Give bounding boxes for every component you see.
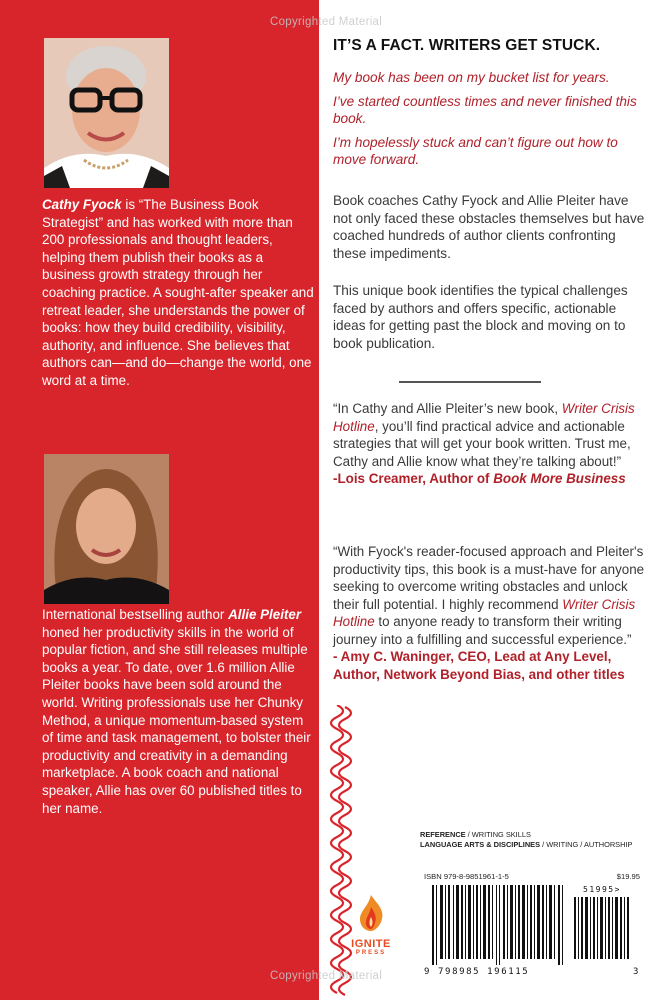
headline: IT’S A FACT. WRITERS GET STUCK. (333, 37, 601, 54)
price-text: $19.95 (616, 872, 640, 881)
complaint-line: My book has been on my bucket list for years. (333, 70, 610, 85)
complaint-line: I’ve started countless times and never finished this book. (333, 93, 637, 126)
category-line-2 (420, 840, 644, 850)
category-2-rest: / WRITING / AUTHORSHIP (540, 839, 633, 849)
quote1-attribution (333, 470, 645, 488)
category-2-bold: LANGUAGE ARTS & DISCIPLINES (420, 839, 541, 849)
publisher-sub: PRESS (355, 950, 387, 956)
cathy-fyock-bio-text: is “The Business Book Strategist” and has worked with more than 200 professionals and thought leaders, helping them publish their books as a business growth strategy through her coaching practice. A sought-after speaker and retreat leader, she understands the power of books: how they build credibility, visibility, authority, and influence. She believes that authors can—and do—change the world, one word at a time. (42, 197, 314, 388)
allie-pleiter-bio-text: honed her productivity skills in the world of popular fiction, and she still releases multiple books a year. To date, over 1.6 million Allie Pleiter books have been sold around the world. Writing professionals use her Chunky Method, a unique momentum-based system of time and task management, to bolster their productivity and creativity in a demanding marketplace. A book coach and national speaker, Allie has over 60 published titles to her name. (42, 624, 311, 816)
ean-check-digit: 3 (632, 967, 640, 977)
ignite-press-logo (346, 895, 396, 956)
barcode-block (420, 830, 644, 980)
book-description-paragraph: This unique book identifies the typical challenges faced by authors and offers specific, actionable ideas for getting past the block and moving on to book publication. (333, 283, 628, 351)
allie-pleiter-name: Allie Pleiter (228, 607, 302, 622)
section-divider (399, 381, 541, 383)
quote1-pre: “In Cathy and Allie Pleiter’s new book, (333, 401, 562, 416)
quote1-post: , you’ll find practical advice and actionable strategies that will get your book written. Trust me, Cathy and Allie know what they’re talking about!” (333, 418, 631, 469)
quote2-attribution: - Amy C. Waninger, CEO, Lead at Any Level, Author, Network Beyond Bias, and other titles (333, 649, 625, 682)
ean-digits (424, 967, 640, 977)
copyright-watermark-bottom: Copyrighted Material (270, 970, 383, 982)
quote1-attr-book: Book More Business (493, 471, 626, 486)
copyright-watermark-top: Copyrighted Material (270, 16, 383, 28)
category-line-1 (420, 830, 644, 840)
cathy-fyock-photo (44, 38, 169, 188)
price-supplement-digits: 51995> (583, 885, 621, 894)
quote1-attr-text: -Lois Creamer, Author of (333, 471, 494, 486)
complaint-line: I’m hopelessly stuck and can’t figure out how to move forward. (333, 134, 618, 167)
cathy-fyock-name: Cathy Fyock (42, 197, 122, 212)
barcode-bars (424, 885, 640, 965)
quote2-post: to anyone ready to transform their writing journey into a fulfilling and successful experience.” (333, 614, 632, 647)
category-1-rest: / WRITING SKILLS (465, 830, 531, 839)
quote2-pre: “With Fyock's reader-focused approach and Pleiter's productivity tips, this book is a must-have for anyone seeking to overcome writing obstacles and unlock their full potential. I highly recommend (333, 544, 645, 612)
coaches-paragraph: Book coaches Cathy Fyock and Allie Pleiter have not only faced these obstacles themselves but have coached hundreds of author clients confronting these impediments. (333, 193, 645, 261)
testimonial-lois-creamer (333, 400, 645, 488)
quote2-book-title: Writer Crisis Hotline (333, 596, 636, 629)
back-cover-left-panel (0, 0, 319, 1000)
quote1-book-title: Writer Crisis Hotline (333, 401, 635, 434)
allie-pleiter-bio (42, 606, 314, 817)
category-1-bold: REFERENCE (420, 830, 466, 839)
cathy-fyock-bio (42, 196, 314, 390)
testimonial-amy-waninger (333, 543, 645, 683)
allie-pleiter-photo (44, 454, 169, 604)
isbn-text: ISBN 979-8-9851961-1-5 (424, 872, 509, 881)
ean-number: 9 798985 196115 (424, 967, 530, 977)
publisher-name: IGNITE (351, 938, 391, 950)
flame-icon (356, 895, 386, 931)
allie-pleiter-bio-pre: International bestselling author (42, 607, 229, 622)
writer-complaints (333, 69, 643, 175)
